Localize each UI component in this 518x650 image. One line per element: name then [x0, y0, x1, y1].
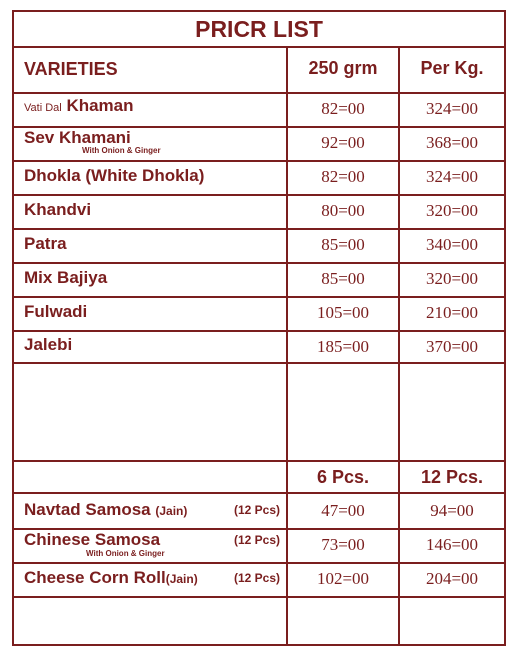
- item-name: Navtad Samosa (Jain): [24, 500, 188, 519]
- item-price-250g: 82=00: [321, 99, 365, 118]
- item-name: Jalebi: [24, 335, 73, 354]
- item-name: Dhokla (White Dhokla): [24, 166, 205, 185]
- price-list-table: [12, 10, 506, 646]
- item-price-kg: 340=00: [425, 235, 479, 254]
- divider: [14, 46, 504, 48]
- item-pieces: (12 Pcs): [233, 533, 280, 547]
- varieties-header: VARIETIES: [24, 59, 118, 79]
- item-name: Fulwadi: [24, 302, 88, 321]
- item-price-kg: 370=00: [425, 337, 479, 356]
- item-price-250g: 92=00: [321, 133, 365, 152]
- divider: [14, 330, 504, 332]
- item-price-12pcs: 204=00: [425, 569, 479, 588]
- divider: [14, 596, 504, 598]
- item-note: With Onion & Ginger: [82, 146, 161, 155]
- item-price-250g: 82=00: [321, 167, 365, 186]
- 12pcs-header: 12 Pcs.: [420, 467, 484, 487]
- item-price-kg: 368=00: [425, 133, 479, 152]
- item-price-kg: 320=00: [425, 201, 479, 220]
- divider: [14, 562, 504, 564]
- item-price-250g: 185=00: [316, 337, 370, 356]
- item-pieces: (12 Pcs): [233, 571, 280, 585]
- item-price-12pcs: 146=00: [425, 535, 479, 554]
- item-name: Mix Bajiya: [24, 268, 108, 287]
- item-name: Patra: [24, 234, 67, 253]
- per-kg-header: Per Kg.: [420, 58, 484, 78]
- divider: [14, 194, 504, 196]
- item-price-kg: 324=00: [425, 99, 479, 118]
- item-name: Khandvi: [24, 200, 92, 219]
- divider: [14, 362, 504, 364]
- item-price-12pcs: 94=00: [430, 501, 474, 520]
- item-price-250g: 85=00: [321, 269, 365, 288]
- item-name: Cheese Corn Roll(Jain): [24, 568, 198, 587]
- item-price-6pcs: 102=00: [316, 569, 370, 588]
- divider: [14, 296, 504, 298]
- item-price-kg: 324=00: [425, 167, 479, 186]
- page-title: PRICR LIST: [195, 16, 323, 42]
- divider: [14, 492, 504, 494]
- item-note: With Onion & Ginger: [86, 549, 165, 558]
- item-price-kg: 320=00: [425, 269, 479, 288]
- divider: [14, 92, 504, 94]
- item-price-250g: 80=00: [321, 201, 365, 220]
- 250grm-header: 250 grm: [308, 58, 378, 78]
- item-price-6pcs: 73=00: [321, 535, 365, 554]
- divider: [14, 262, 504, 264]
- item-price-250g: 85=00: [321, 235, 365, 254]
- item-price-kg: 210=00: [425, 303, 479, 322]
- 6pcs-header: 6 Pcs.: [316, 467, 370, 487]
- divider: [14, 228, 504, 230]
- divider: [14, 460, 504, 462]
- item-pieces: (12 Pcs): [233, 503, 280, 517]
- item-price-250g: 105=00: [316, 303, 370, 322]
- item-name: Vati Dal Khaman: [24, 96, 134, 115]
- divider: [14, 160, 504, 162]
- item-name: Chinese Samosa: [24, 530, 161, 549]
- item-price-6pcs: 47=00: [321, 501, 365, 520]
- item-name: Sev Khamani: [24, 128, 131, 147]
